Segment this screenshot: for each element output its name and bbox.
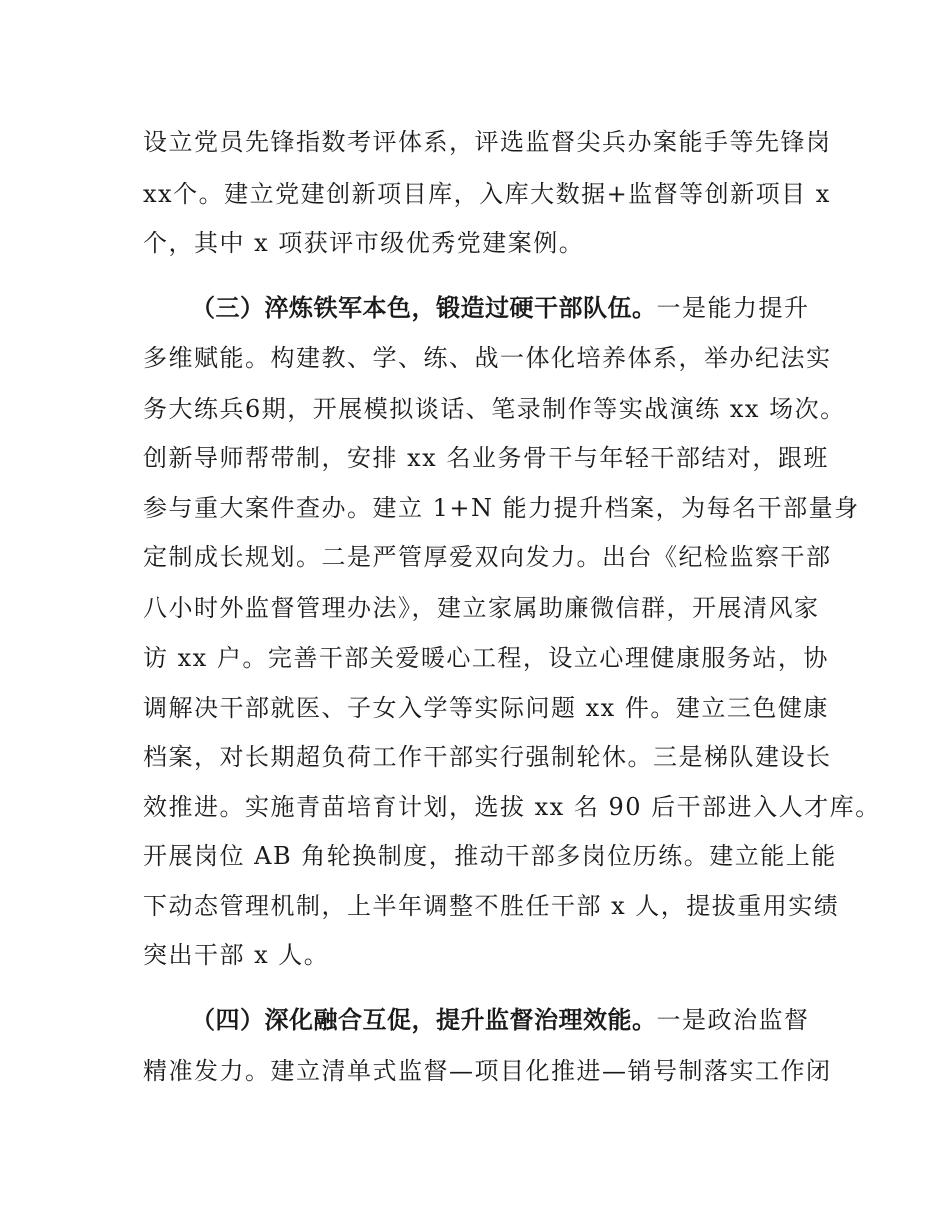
text-line-7 [143, 438, 833, 478]
line-text: 务大练兵6期，开展模拟谈话、笔录制作等实战演练 xx 场次。 [143, 395, 846, 423]
text-line-8 [143, 488, 860, 528]
text-line-17 [143, 935, 833, 975]
line-text: xx个。建立党建创新项目库，入库大数据+监督等创新项目 x [143, 180, 831, 208]
line-text: 八小时外监督管理办法》，建立家属助廉微信群，开展清风家 [143, 594, 820, 622]
line-text: 开展岗位 AB 角轮换制度，推动干部多岗位历练。建立能上能 [143, 842, 837, 870]
text-line-9 [143, 537, 833, 577]
line-text: 档案，对长期超负荷工作干部实行强制轮休。三是梯队建设长 [143, 743, 832, 771]
line-text: 效推进。实施青苗培育计划，选拔 xx 名 90 后干部进入人才库。 [143, 793, 881, 821]
line-text: 创新导师帮带制，安排 xx 名业务骨干与年轻干部结对，跟班 [143, 444, 829, 472]
line-text: 调解决干部就医、子女入学等实际问题 xx 件。建立三色健康 [143, 694, 829, 722]
line-text: 访 xx 户。完善干部关爱暖心工程，设立心理健康服务站，协 [143, 644, 829, 672]
text-line-3 [143, 223, 833, 263]
section-4-heading: （四）深化融合互促，提升监督治理效能。 [191, 1006, 657, 1034]
text-line-2 [143, 174, 833, 214]
section-4-heading-line [191, 1000, 831, 1040]
section-3-heading: （三）淬炼铁军本色，锻造过硬干部队伍。 [191, 294, 657, 322]
text-line-15 [143, 836, 837, 876]
text-line-16 [143, 886, 840, 926]
line-text: 一是能力提升 [656, 294, 810, 322]
text-line-14 [143, 787, 881, 827]
text-line-19 [143, 1051, 833, 1091]
text-line-1 [143, 122, 833, 162]
line-text: 下动态管理机制，上半年调整不胜任干部 x 人，提拔重用实绩 [143, 892, 840, 920]
text-line-12 [143, 688, 833, 728]
line-text: 多维赋能。构建教、学、练、战一体化培养体系，举办纪法实 [143, 344, 832, 372]
line-text: 一是政治监督 [656, 1006, 810, 1034]
text-line-5 [143, 338, 833, 378]
line-text: 突出干部 x 人。 [143, 941, 330, 969]
line-text: 定制成长规划。二是严管厚爱双向发力。出台《纪检监察干部 [143, 543, 832, 571]
line-text: 精准发力。建立清单式监督—项目化推进—销号制落实工作闭 [143, 1057, 832, 1085]
text-line-13 [143, 737, 833, 777]
text-line-11 [143, 638, 833, 678]
section-3-heading-line [191, 288, 831, 328]
line-text: 个，其中 x 项获评市级优秀党建案例。 [143, 229, 585, 257]
text-line-10 [143, 588, 833, 628]
line-text: 参与重大案件查办。建立 1+N 能力提升档案，为每名干部量身 [143, 494, 860, 522]
line-text: 设立党员先锋指数考评体系，评选监督尖兵办案能手等先锋岗 [143, 128, 832, 156]
text-line-6 [143, 389, 846, 429]
